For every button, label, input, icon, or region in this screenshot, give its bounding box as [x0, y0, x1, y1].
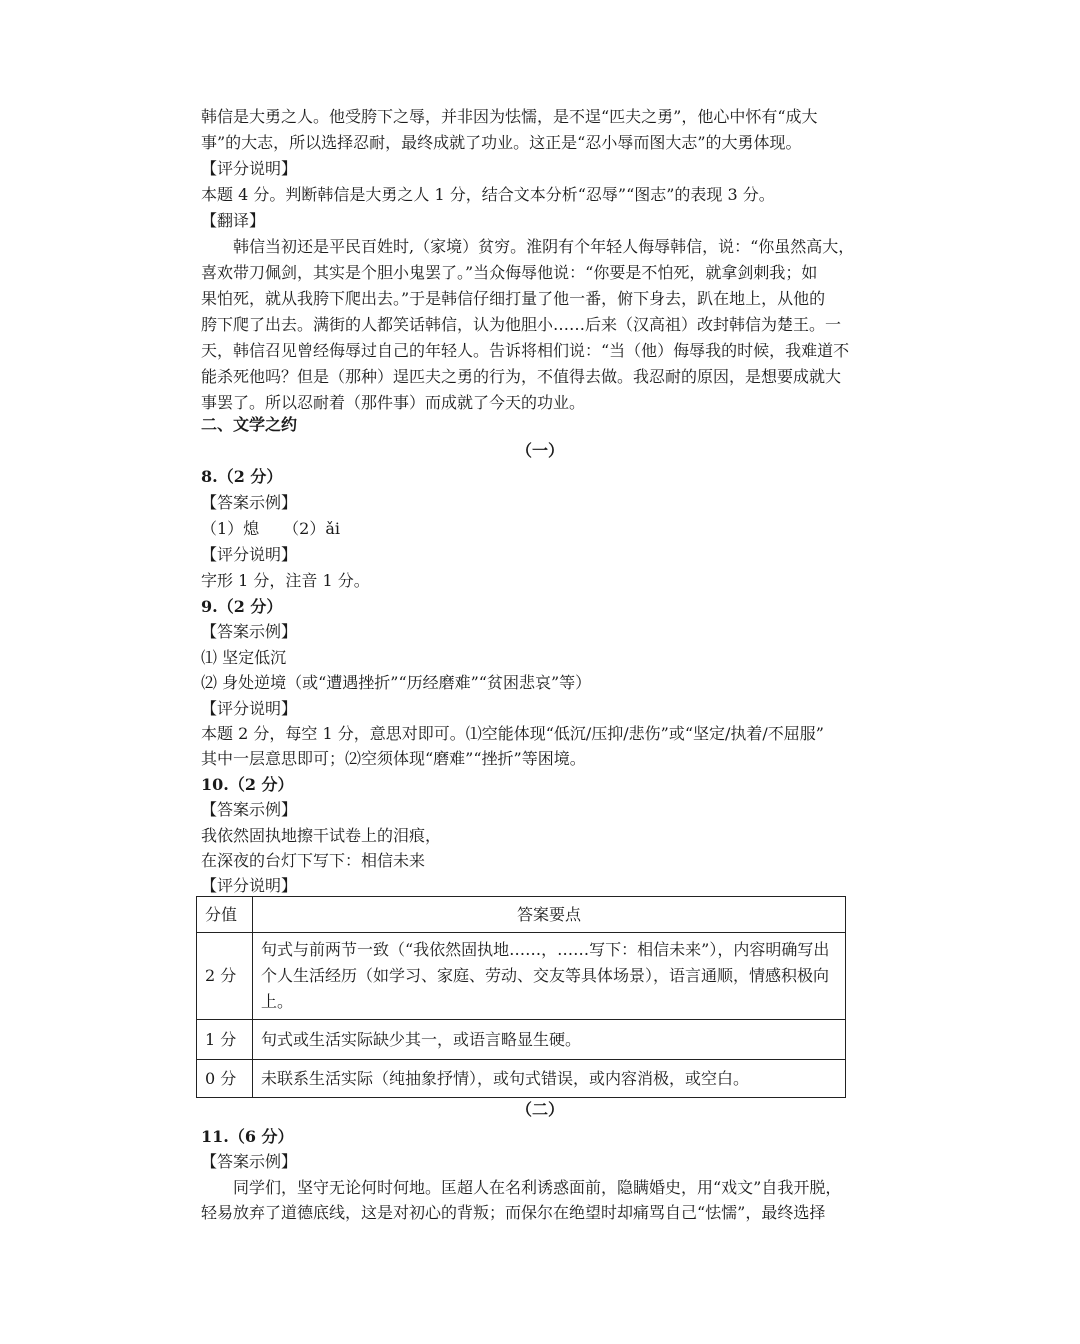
- paragraph-line: 其中一层意思即可；⑵空须体现“磨难”“挫折”等困境。: [201, 749, 586, 768]
- question-number: 9.（2 分）: [201, 597, 283, 616]
- question-number: 8.（2 分）: [201, 467, 283, 486]
- paragraph-line: 本题 4 分。判断韩信是大勇之人 1 分，结合文本分析“忍辱”“图志”的表现 3 分。: [201, 185, 775, 204]
- paragraph-line: 能杀死他吗？但是（那种）逞匹夫之勇的行为，不值得去做。我忍耐的原因，是想要成就大: [201, 367, 842, 386]
- section-label: 【评分说明】: [201, 159, 298, 178]
- paragraph-line: 同学们，坚守无论何时何地。匡超人在名利诱惑面前，隐瞒婚史，用“戏文”自我开脱，: [233, 1178, 842, 1197]
- section-heading: 二、文学之约: [201, 415, 298, 434]
- section-label: 【答案示例】: [201, 622, 298, 641]
- section-label: 【评分说明】: [201, 545, 298, 564]
- subsection-heading: （一）: [515, 441, 564, 460]
- table-row: [197, 933, 846, 1020]
- table-cell-points: 句式或生活实际缺少其一，或语言略显生硬。: [253, 1020, 846, 1060]
- section-label: 【评分说明】: [201, 699, 298, 718]
- paragraph-line: 胯下爬了出去。满街的人都笑话韩信，认为他胆小……后来（汉高祖）改封韩信为楚王。一: [201, 315, 842, 334]
- table-cell-score: 1 分: [197, 1020, 253, 1060]
- table-row: [197, 1060, 846, 1098]
- table-header-score: 分值: [197, 897, 253, 933]
- answer-line: 在深夜的台灯下写下：相信未来: [201, 851, 426, 870]
- answer-line: ⑴ 坚定低沉: [201, 648, 287, 667]
- paragraph-line: 韩信当初还是平民百姓时,（家境）贫穷。淮阴有个年轻人侮辱韩信，说：“你虽然高大，: [233, 237, 855, 256]
- paragraph-line: 本题 2 分，每空 1 分，意思对即可。⑴空能体现“低沉/压抑/悲伤”或“坚定/执着/不屈服”: [201, 724, 824, 743]
- answer-line: 我依然固执地擦干试卷上的泪痕，: [201, 826, 442, 845]
- section-label: 【答案示例】: [201, 800, 298, 819]
- table-cell-points: 句式与前两节一致（“我依然固执地……，……写下：相信未来”），内容明确写出个人生活经历（如学习、家庭、劳动、交友等具体场景），语言通顺，情感积极向上。: [253, 933, 846, 1020]
- table-cell-points: 未联系生活实际（纯抽象抒情），或句式错误，或内容消极，或空白。: [253, 1060, 846, 1098]
- paragraph-line: 事”的大志，所以选择忍耐，最终成就了功业。这正是“忍小辱而图大志”的大勇体现。: [201, 133, 802, 152]
- scoring-table: [196, 896, 846, 1098]
- paragraph-line: 事罢了。所以忍耐着（那件事）而成就了今天的功业。: [201, 393, 586, 412]
- table-header-points: 答案要点: [253, 897, 846, 933]
- subsection-heading: （二）: [515, 1100, 564, 1119]
- table-cell-score: 0 分: [197, 1060, 253, 1098]
- paragraph-line: 轻易放弃了道德底线，这是对初心的背叛；而保尔在绝望时却痛骂自己“怯懦”，最终选择: [201, 1203, 826, 1222]
- section-label: 【答案示例】: [201, 1152, 298, 1171]
- paragraph-line: 韩信是大勇之人。他受胯下之辱，并非因为怯懦，是不逞“匹夫之勇”，他心中怀有“成大: [201, 107, 818, 126]
- paragraph-line: 喜欢带刀佩剑，其实是个胆小鬼罢了。”当众侮辱他说：“你要是不怕死，就拿剑刺我；如: [201, 263, 818, 282]
- question-number: 10.（2 分）: [201, 775, 294, 794]
- table-cell-score: 2 分: [197, 933, 253, 1020]
- answer-line: （1）熄 （2）ǎi: [201, 519, 341, 538]
- answer-line: ⑵ 身处逆境（或“遭遇挫折”“历经磨难”“贫困悲哀”等）: [201, 673, 592, 692]
- section-label: 【评分说明】: [201, 876, 298, 895]
- table-row: [197, 1020, 846, 1060]
- paragraph-line: 字形 1 分，注音 1 分。: [201, 571, 370, 590]
- paragraph-line: 果怕死，就从我胯下爬出去。”于是韩信仔细打量了他一番，俯下身去，趴在地上，从他的: [201, 289, 826, 308]
- section-label: 【答案示例】: [201, 493, 298, 512]
- paragraph-line: 天，韩信召见曾经侮辱过自己的年轻人。告诉将相们说：“当（他）侮辱我的时候，我难道不: [201, 341, 850, 360]
- section-label: 【翻译】: [201, 211, 266, 230]
- question-number: 11.（6 分）: [201, 1127, 294, 1146]
